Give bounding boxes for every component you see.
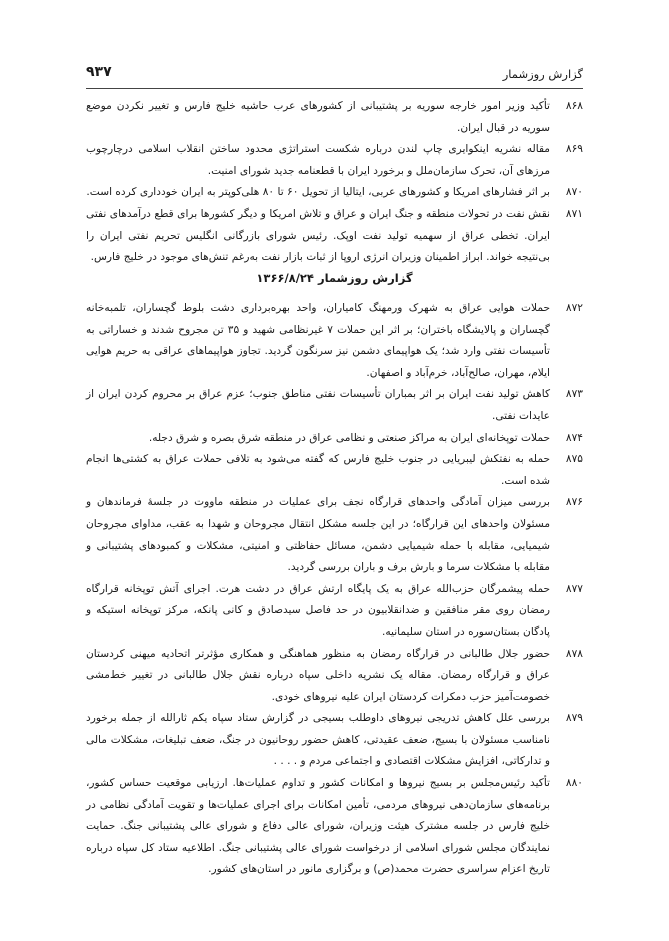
entry-number: ۸۷۰ — [565, 186, 583, 199]
entry-text: بررسی علل کاهش تدریجی نیروهای داوطلب بسیجی در گزارش ستاد سپاه یکم ثارالله از جمله برخورد نامناسب مسئولان با بسیج، ضعف عقیدتی، کاهش حضور روحانیون در جنگ، ضعف تبلیغات، مشکلات مالی و تدارکاتی، افزایش مشکلات اقتصادی و اجتماعی مردم و . . . . — [86, 712, 550, 768]
list-item — [86, 428, 583, 450]
list-item — [86, 384, 583, 427]
list-item — [86, 449, 583, 492]
entry-number: ۸۷۲ — [565, 302, 583, 314]
entry-number: ۸۷۸ — [565, 647, 583, 660]
entry-text: حضور جلال طالبانی در قرارگاه رمضان به منظور هماهنگی و همکاری مؤثرتر اتحادیه میهنی کردستان عراق و قرارگاه رمضان. مقاله یک نشریه داخلی سپاه درباره نقش جلال طالبانی در تغییر خط‌مشی خصومت‌آمیز حزب دمکرات کردستان ایران علیه نیروهای خودی. — [86, 647, 550, 703]
entry-text: حمله به نفتکش لیبریایی در جنوب خلیج فارس که گفته می‌شود به تلافی حملات عراق به کشتی‌ها انجام شده است. — [86, 453, 550, 487]
entry-text: حملات هوایی عراق به شهرک ورمهنگ کامیاران، واحد بهره‌برداری دشت بلوط گچساران، تلمبه‌خانه گچساران و پالایشگاه باختران؛ بر اثر این حملات ۷ غیرنظامی شهید و ۳۵ تن مجروح شدند و خساراتی به تأسیسات نفتی وارد شد؛ یک هواپیمای دشمن نیز سرنگون گردید. تجاوز هواپیماهای عراقی به حریم هوایی ایلام، مهران، صالح‌آباد، خرم‌آباد و اصفهان. — [86, 302, 550, 379]
entries-after-heading — [86, 298, 583, 881]
list-item — [86, 298, 583, 384]
page-header — [86, 64, 583, 86]
entry-text: نقش نفت در تحولات منطقه و جنگ ایران و عراق و تلاش امریکا و دیگر کشورها برای قطع درآمدهای نفتی ایران. تخطی عراق از سهمیه تولید نفت اوپک. رئیس شورای بازرگانی انگلیس تحریم نفتی ایران را بی‌نتیجه خواند. ابراز اطمینان وزیران انرژی اروپا از ثبات بازار نفت به‌رغم تنش‌های موجود در خلیج فارس. — [86, 207, 550, 264]
list-item — [86, 204, 583, 269]
list-item — [86, 644, 583, 709]
list-item — [86, 139, 583, 182]
entry-number: ۸۸۰ — [565, 777, 583, 790]
list-item — [86, 708, 583, 773]
entry-number: ۸۷۶ — [565, 496, 583, 509]
header-divider — [86, 88, 583, 89]
entry-number: ۸۷۵ — [565, 453, 583, 466]
entry-text: کاهش تولید نفت ایران بر اثر بمباران تأسیسات نفتی مناطق جنوب؛ عزم عراق بر محروم کردن ایران از عایدات نفتی. — [86, 388, 550, 422]
entry-number: ۸۷۱ — [565, 207, 583, 220]
entry-number: ۸۷۳ — [565, 388, 583, 401]
entry-number: ۸۷۷ — [565, 582, 583, 595]
section-heading: گزارش روزشمار ۱۳۶۶/۸/۲۴ — [256, 271, 413, 285]
entry-text: بر اثر فشارهای امریکا و کشورهای عربی، ایتالیا از تحویل ۶۰ تا ۸۰ هلی‌کوپتر به ایران خودداری کرده است. — [86, 186, 550, 199]
entry-text: حمله پیشمرگان حزب‌الله عراق به یک پایگاه ارتش عراق در دشت هرت. اجرای آتش توپخانه قرارگاه رمضان روی مقر منافقین و ضدانقلابیون در حد فاصل سیدصادق و کانی پانکه، مرکز توپخانه استیکه و پادگان بستان‌سوره در استان سلیمانیه. — [86, 582, 550, 638]
entry-text: تأکید رئیس‌مجلس بر بسیج نیروها و امکانات کشور و تداوم عملیات‌ها. ارزیابی موقعیت حساس کشور، برنامه‌های سازمان‌دهی نیروهای مردمی، تأمین امکانات برای اجرای عملیات‌ها و تقویت آمادگی نظامی در خلیج فارس در جلسه مشترک هیئت وزیران، شورای عالی دفاع و شورای عالی پشتیبانی جنگ. حمایت نمایندگان مجلس شورای اسلامی از درخواست شورای عالی پشتیبانی جنگ. اطلاعیه ستاد کل سپاه درباره تاریخ اعزام سراسری حضرت محمد(ص) و برگزاری مانور در استان‌های کشور. — [86, 777, 550, 876]
list-item — [86, 96, 583, 139]
entry-text: مقاله نشریه اینکوایری چاپ لندن درباره شکست استراتژی محدود ساختن انقلاب اسلامی درچارچوب مرزهای آن، تحرک سازمان‌ملل و برخورد ایران با قطعنامه جدید شورای امنیت. — [86, 143, 550, 177]
entries-before-heading — [86, 96, 583, 269]
list-item — [86, 773, 583, 881]
entry-text: بررسی میزان آمادگی واحدهای قرارگاه نجف برای عملیات در منطقه ماووت در جلسهٔ فرماندهان و مسئولان واحدهای این قرارگاه؛ در این جلسه مشکل انتقال مجروحان و شهدا به عقب، مداوای مجروحان شیمیایی، مقابله با حمله شیمیایی دشمن، مسائل حفاظتی و امنیتی، مشکلات و کمبودهای پشتیبانی و مقابله با مشکلات سرما و بارش برف و باران بررسی گردید. — [86, 496, 550, 574]
entry-text: حملات توپخانه‌ای ایران به مراکز صنعتی و نظامی عراق در منطقه شرق بصره و شرق دجله. — [148, 431, 550, 444]
entry-number: ۸۶۸ — [565, 100, 583, 112]
entry-text: تأکید وزیر امور خارجه سوریه بر پشتیبانی از کشورهای عرب حاشیه خلیج فارس و تغییر نکردن موضع سوریه در قبال ایران. — [86, 100, 550, 134]
list-item — [86, 579, 583, 644]
running-title: گزارش روزشمار — [502, 67, 583, 81]
page-number: ۹۳۷ — [86, 64, 112, 80]
list-item — [86, 182, 583, 204]
entry-number: ۸۷۹ — [565, 712, 583, 725]
list-item — [86, 492, 583, 578]
entry-number: ۸۷۴ — [565, 431, 583, 444]
entry-number: ۸۶۹ — [565, 143, 583, 156]
